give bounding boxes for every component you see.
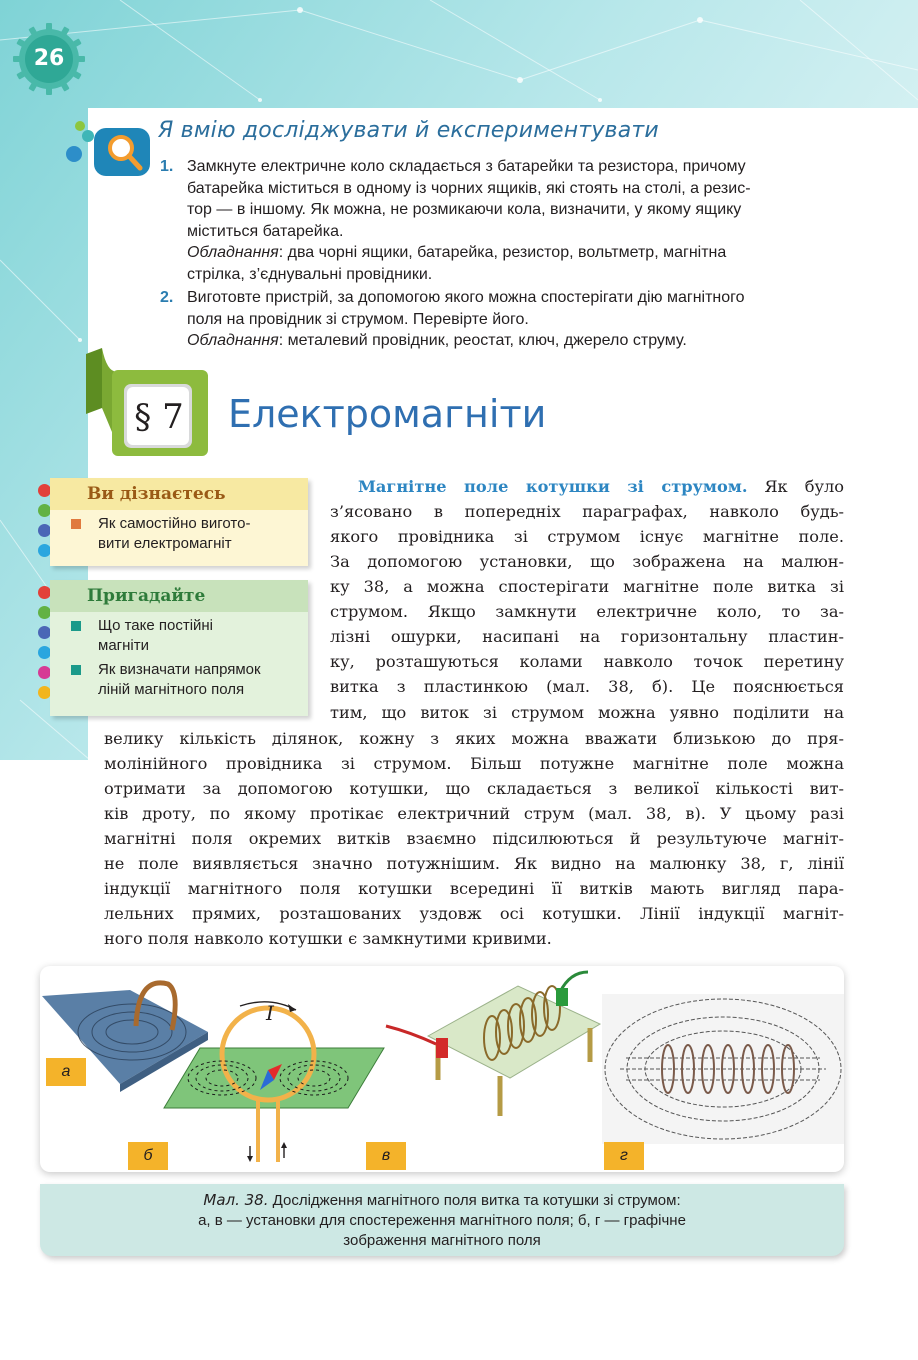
task-text-line: батарейка міститься в одному із чорних ящиків, які стоять на столі, а резис- [187,179,751,197]
equipment-label: Обладнання [187,244,279,261]
explore-title: Я вмію досліджувати й експериментувати [158,118,659,143]
page-number: 26 [33,46,65,71]
body-line: індукції магнітного поля котушки всередині її витків мають вигляд пара- [104,879,844,898]
body-line: ку 38, а можна спостерігати магнітне поле витка зі [330,577,844,596]
section-number: § 7 [134,397,184,437]
figure-label-d: г [604,1142,644,1170]
section-title: Електромагніти [228,392,547,436]
body-line: магнітні поля окремих витків взаємно підсилюються й результуюче магніт- [104,829,844,848]
task-text-line: Виготовте пристрій, за допомогою якого можна спостерігати дію магнітного [187,289,745,306]
body-line: лізні ошурки, насипані на горизонтальну пластин- [330,627,844,646]
caption-text: Дослідження магнітного поля витка та котушки зі струмом: [268,1192,681,1209]
body-subheading: Магнітне поле котушки зі струмом. [358,477,748,496]
equipment-text: : металевий провідник, реостат, ключ, джерело струму. [278,332,687,349]
body-line: отримати за допомогою котушки, що складається з великої кількості вит- [104,779,844,798]
box-item-line: вити електромагніт [98,535,232,552]
figure-d-coil-field [602,994,844,1144]
body-line-text: Як було [747,477,844,496]
figure-label-b: б [128,1142,168,1170]
figure-b-loop-diagram [164,1002,384,1162]
figure-label-a: а [46,1058,86,1086]
task-number: 2. [160,289,174,306]
body-line: струмом. Якщо замкнути електричне коло, то за- [330,602,844,621]
body-line: молінійного провідника зі струмом. Більш потужне магнітне поле можна [104,754,844,773]
body-line: ку, розташуються колами навколо точок перетину [330,652,844,671]
caption-line [40,1190,844,1211]
body-line: ків дроту, по якому протікає електричний струм (мал. 38, в). У цьому разі [104,804,844,823]
task-text-line: тор — в іншому. Як можна, не розмикаючи кола, визначити, у якому ящику [187,201,742,218]
box-item-line: магніти [98,637,149,654]
box-item-line: Як самостійно вигото- [98,515,251,532]
body-line: велику кількість ділянок, кожну з яких можна вважати близькою до пря- [104,729,844,748]
body-line: не поле виявляється значно потужнішим. Як видно на малюнку 38, г, лінії [104,854,844,873]
task-number: 1. [160,158,174,175]
figure-c-coil-setup [386,972,600,1116]
equipment-text: : два чорні ящики, батарейка, резистор, вольтметр, магнітна [278,244,727,261]
current-label: I [266,1001,274,1025]
body-line: За допомогою установки, що зображена на малюн- [330,552,844,571]
learn-box-title: Ви дізнаєтесь [50,478,308,510]
task-text-line: Замкнуте електричне коло складається з батарейки та резистора, причому [187,158,746,175]
body-line: витка з пластинкою (мал. 38, б). Це пояснюється [330,677,844,696]
body-line: ного поля навколо котушки є замкнутими кривими. [104,929,552,948]
body-line: з’ясовано в попередніх параграфах, навколо будь- [330,502,844,521]
box-item-line: ліній магнітного поля [98,681,245,698]
body-line: лельних прямих, розташованих уздовж осі котушки. Лінії індукції магніт- [104,904,844,923]
equipment-label: Обладнання [187,332,279,349]
recall-box-title: Пригадайте [50,580,308,612]
figure-caption [40,1184,844,1256]
box-item-line: Що таке постійні [98,617,214,634]
task-equipment-line: стрілка, з’єднувальні провідники. [187,265,433,283]
box-item-line: Як визначати напрямок [98,661,261,678]
figure-label-c: в [366,1142,406,1170]
body-line: тим, що виток зі струмом можна уявно поділити на [330,703,844,722]
caption-line: зображення магнітного поля [343,1232,541,1249]
caption-line: а, в — установки для спостереження магнітного поля; б, г — графічне [198,1212,686,1229]
task-text-line: міститься батарейка. [187,222,344,240]
task-text-line: поля на провідник зі струмом. Перевірте його. [187,310,529,328]
caption-label: Мал. 38. [203,1191,269,1209]
body-line: якого провідника зі струмом існує магнітне поле. [330,527,844,546]
body-line [358,474,844,499]
